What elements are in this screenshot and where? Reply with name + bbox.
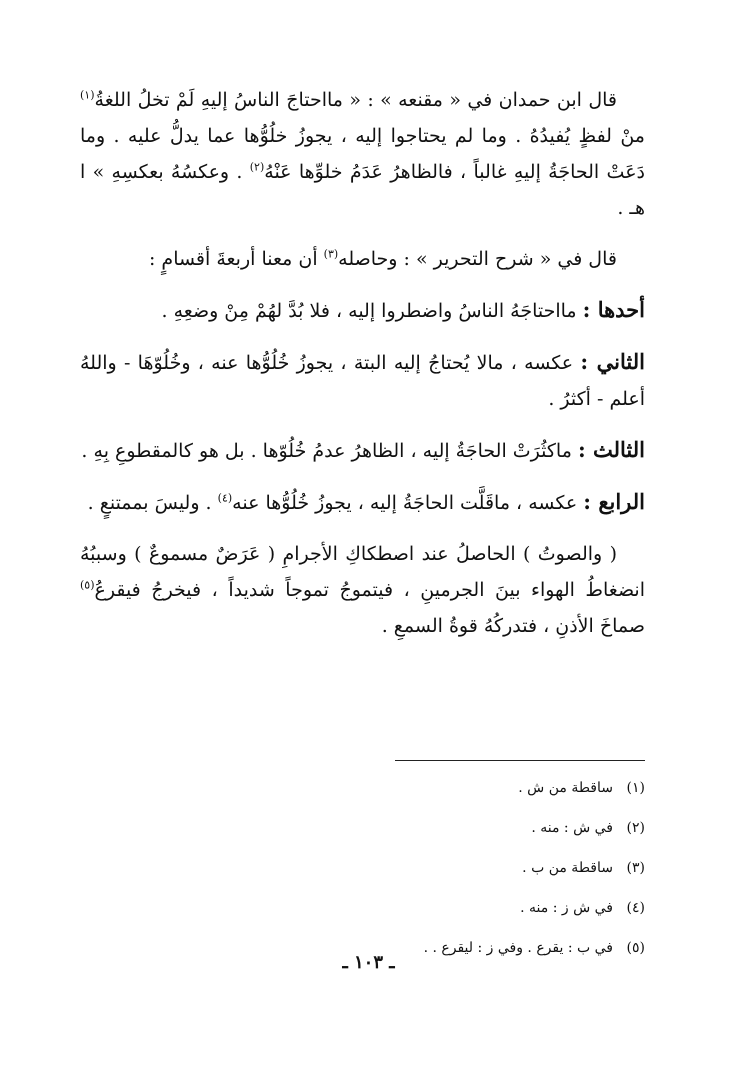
text-segment: عكسه ، مالا يُحتاجُ إليه البتة ، يجوزُ خُلُوُّها عنه ، وخُلُوّهَا - واللهُ أعلم - أكثرُ .	[80, 352, 645, 410]
footnote-item	[80, 808, 645, 848]
footnote-ref-5: (٥)	[80, 578, 95, 592]
footnotes	[80, 768, 645, 968]
paragraph-third-category	[80, 432, 645, 469]
category-heading: الثالث :	[577, 437, 645, 462]
text-segment: . وليسَ بممتنعٍ .	[87, 492, 218, 514]
footnote-text: ساقطة من ش .	[518, 780, 613, 796]
text-segment: قال في « شرح التحرير » : وحاصله	[338, 248, 617, 270]
paragraph-sharh-tahrir	[80, 241, 645, 277]
footnote-number: (٥)	[626, 940, 645, 956]
footnote-number: (١)	[626, 780, 645, 796]
paragraph-first-category	[80, 292, 645, 329]
paragraph-second-category	[80, 344, 645, 417]
text-segment: ماكثُرَتْ الحاجَةُ إليه ، الظاهرُ عدمُ خُلُوّها . بل هو كالمقطوعِ بِهِ .	[81, 440, 578, 462]
paragraph-sound	[80, 536, 645, 644]
footnote-ref-4: (٤)	[217, 491, 233, 505]
text-segment: عكسه ، ماقَلَّت الحاجَةُ إليه ، يجوزُ خُلُوُّها عنه	[232, 492, 584, 514]
footnote-item	[80, 888, 645, 928]
footnote-number: (٣)	[626, 860, 645, 876]
page-number: ـ ١٠٣ ـ	[342, 952, 395, 973]
category-heading: أحدها :	[582, 297, 645, 322]
text-segment: صماخَ الأذنِ ، فتدركُهُ قوةُ السمعِ .	[381, 615, 645, 637]
main-text	[80, 82, 645, 659]
footnote-text: ساقطة من ب .	[522, 860, 613, 876]
footnote-ref-1: (١)	[80, 88, 95, 102]
text-segment: مااحتاجَهُ الناسُ واضطروا إليه ، فلا بُدَّ لهُمْ مِنْ وضعِهِ .	[161, 300, 583, 322]
text-segment: ( والصوتُ ) الحاصلُ عند اصطكاكِ الأجرامِ ( عَرَضٌ مسموعٌ ) وسببُهُ انضغاطُ الهواء بينَ الجرمينِ ، فيتموجُ تموجاً شديداً ، فيخرجُ فيقرعُ	[80, 543, 645, 601]
footnote-number: (٢)	[626, 820, 645, 836]
paragraph-ibn-hamdan	[80, 82, 645, 226]
footnote-text: في ش : منه .	[531, 820, 613, 836]
footnote-number: (٤)	[626, 900, 645, 916]
footnote-item	[80, 848, 645, 888]
paragraph-fourth-category	[80, 484, 645, 521]
footnote-ref-2: (٢)	[249, 160, 265, 174]
text-segment: منْ لفظٍ يُفيدُهُ . وما لم يحتاجوا إليه ، يجوزُ خلُوُّها عما يدلُّ عليه . وما دَعَتْ الحاجَةُ إليهِ غالباً ، فالظاهرُ عَدَمُ خلوِّها عَنْهُ	[80, 125, 645, 183]
footnote-item	[80, 768, 645, 808]
footnote-divider	[395, 760, 645, 761]
category-heading: الثاني :	[580, 349, 645, 374]
footnote-ref-3: (٣)	[323, 247, 339, 261]
category-heading: الرابع :	[583, 489, 645, 514]
footnote-text: في ب : يقرع . وفي ز : ليقرع . .	[423, 940, 613, 956]
footnote-text: في ش ز : منه .	[520, 900, 613, 916]
text-segment: قال ابن حمدان في « مقنعه » : « مااحتاجَ الناسُ إليهِ لَمْ تخلُ اللغةُ	[94, 89, 617, 111]
text-segment: أن معنا أربعةَ أقسامٍ :	[148, 248, 324, 270]
text-segment: . وعكسُهُ بعكسِهِ » ا هـ .	[80, 161, 645, 219]
